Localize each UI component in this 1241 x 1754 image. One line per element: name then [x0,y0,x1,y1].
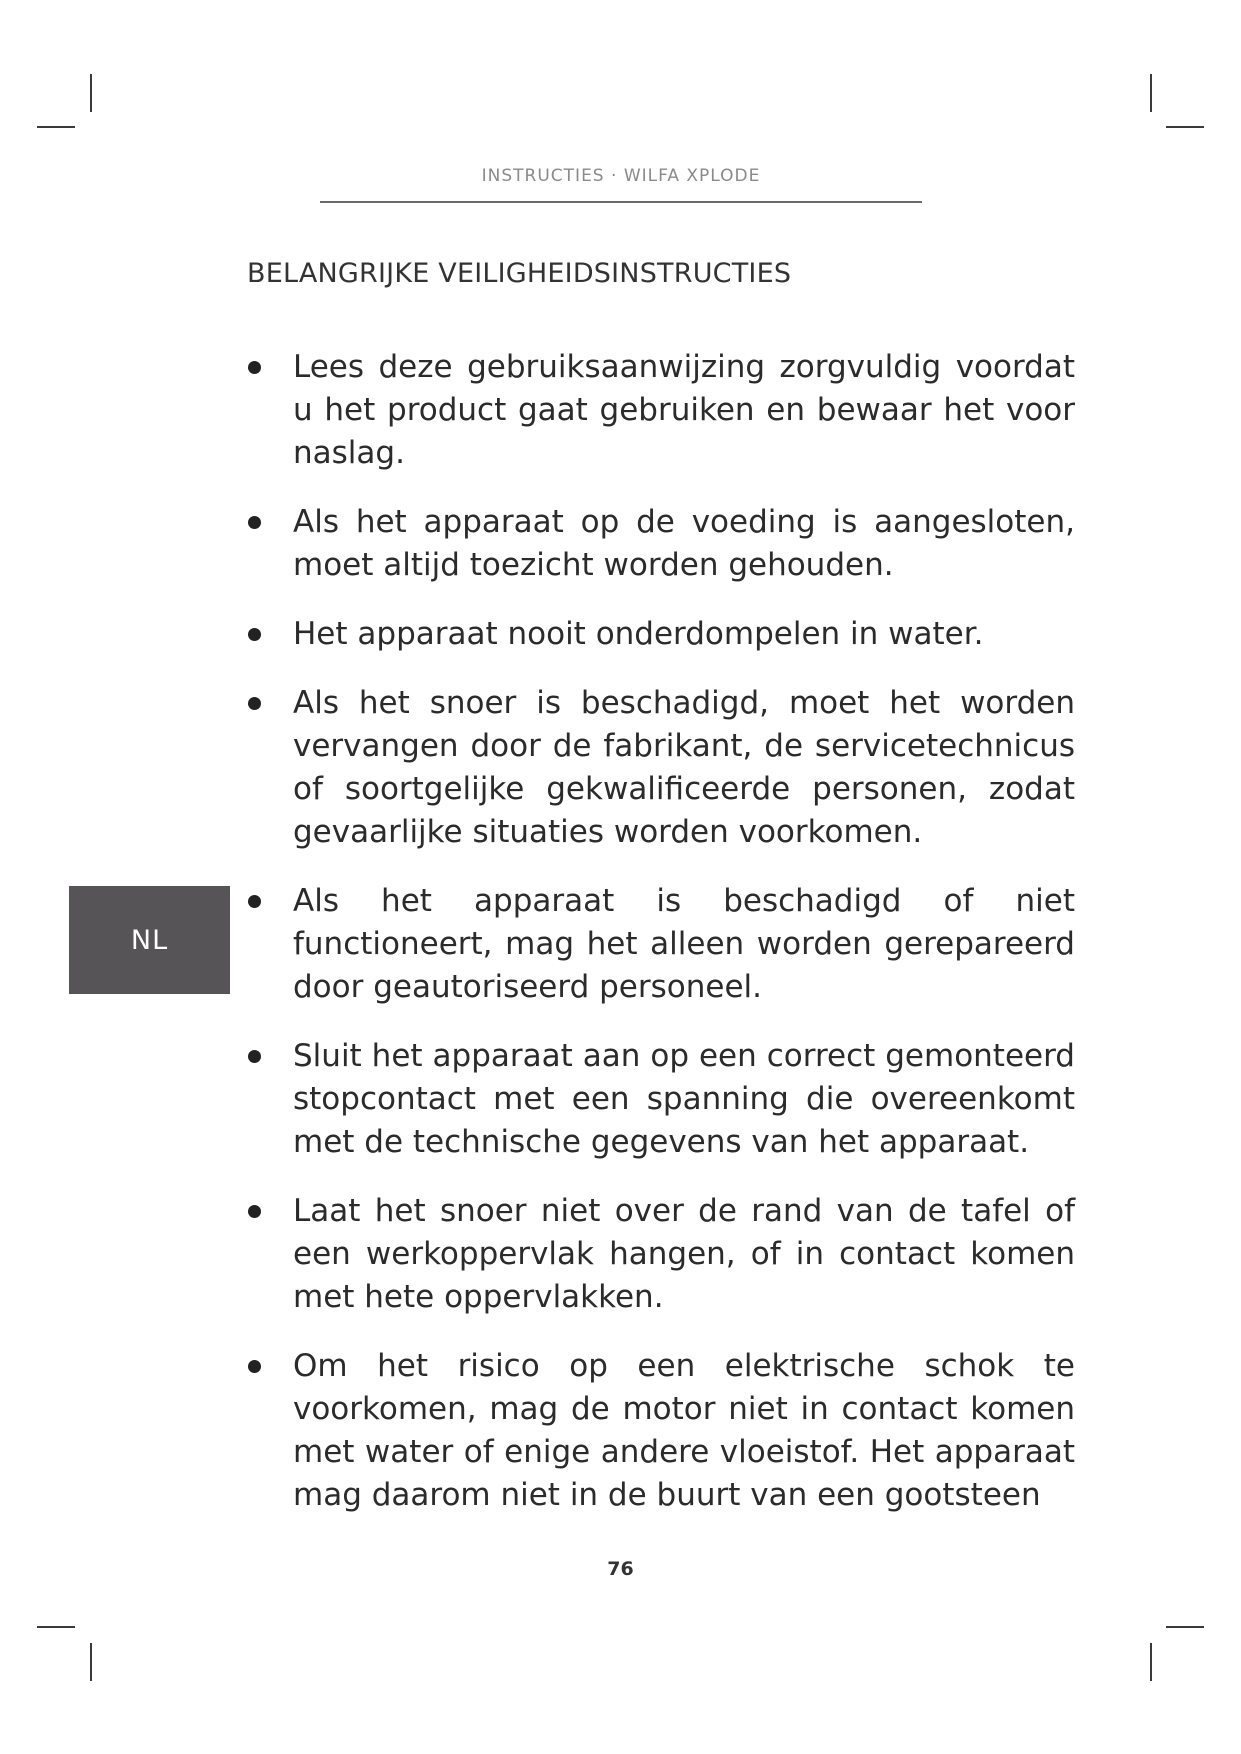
page-number: 76 [607,1558,634,1580]
list-item-text: Als het apparaat op de voeding is aangesloten, moet altijd toezicht worden gehouden. [293,504,1075,583]
list-item [245,613,1075,656]
list-item-text: Sluit het apparaat aan op een correct gemonteerd stopcontact met een spanning die overeenkomt met de technische gegevens van het apparaat. [293,1038,1075,1160]
list-item [245,880,1075,1009]
crop-mark-bottom-left-vertical [90,1643,92,1681]
crop-mark-bottom-right-vertical [1150,1643,1152,1681]
list-item [245,1345,1075,1517]
crop-mark-top-left-horizontal [37,126,75,128]
crop-mark-bottom-left-horizontal [37,1626,75,1628]
crop-mark-bottom-right-horizontal [1166,1626,1204,1628]
list-item [245,1035,1075,1164]
list-item-text: Lees deze gebruiksaanwijzing zorgvuldig voordat u het product gaat gebruiken en bewaar het voor naslag. [293,349,1075,471]
list-item [245,501,1075,587]
bullet-icon [248,1360,261,1373]
bullet-icon [248,697,261,710]
list-item [245,682,1075,854]
safety-instructions-list [245,346,1075,1543]
list-item-text: Laat het snoer niet over de rand van de tafel of een werkoppervlak hangen, of in contact komen met hete oppervlakken. [293,1193,1075,1315]
list-item [245,346,1075,475]
crop-mark-top-right-horizontal [1166,126,1204,128]
list-item-text: Om het risico op een elektrische schok te voorkomen, mag de motor niet in contact komen met water of enige andere vloeistof. Het apparaat mag daarom niet in de buurt van een gootsteen [293,1348,1075,1513]
bullet-icon [248,1205,261,1218]
section-title: BELANGRIJKE VEILIGHEIDSINSTRUCTIES [247,258,792,289]
list-item-text: Het apparaat nooit onderdompelen in water. [293,616,984,652]
bullet-icon [248,895,261,908]
bullet-icon [248,361,261,374]
running-header: INSTRUCTIES · WILFA XPLODE [481,166,761,186]
list-item-text: Als het apparaat is beschadigd of niet functioneert, mag het alleen worden gerepareerd door geautoriseerd personeel. [293,883,1075,1005]
list-item [245,1190,1075,1319]
bullet-icon [248,1050,261,1063]
bullet-icon [248,516,261,529]
header-rule [320,201,922,203]
crop-mark-top-right-vertical [1150,74,1152,112]
language-tab: NL [69,886,230,994]
bullet-icon [248,628,261,641]
list-item-text: Als het snoer is beschadigd, moet het worden vervangen door de fabrikant, de servicetechnicus of soortgelijke gekwalificeerde personen, zodat gevaarlijke situaties worden voorkomen. [293,685,1075,850]
crop-mark-top-left-vertical [90,74,92,112]
